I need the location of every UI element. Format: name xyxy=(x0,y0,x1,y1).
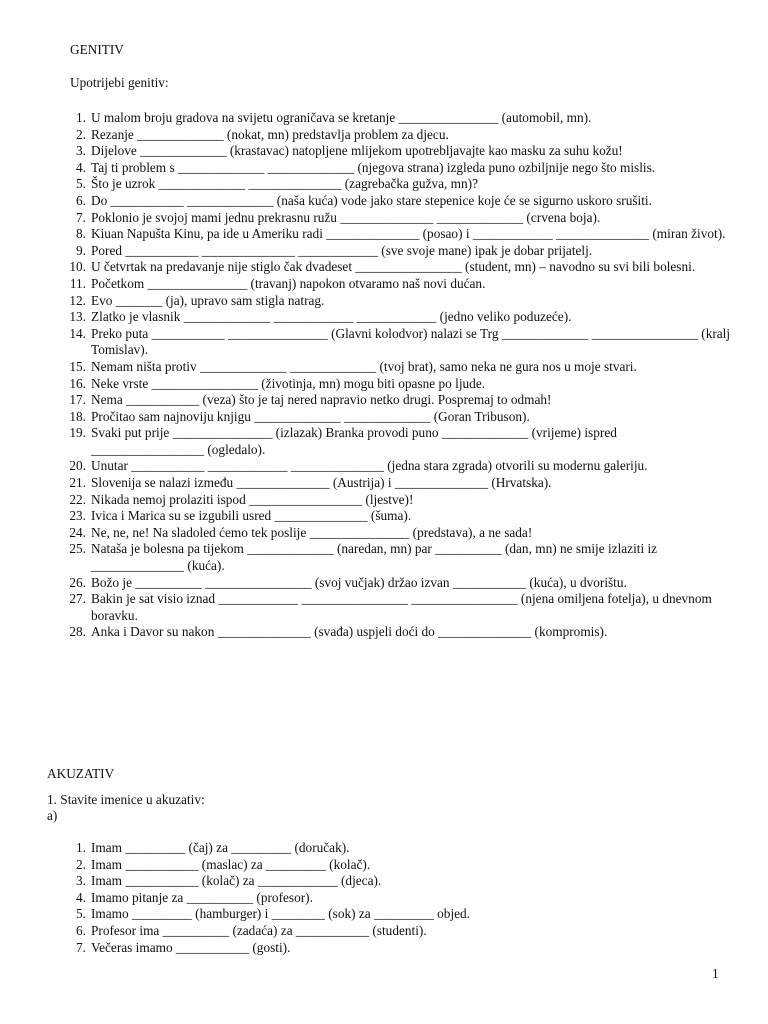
item-number: 25. xyxy=(69,541,86,557)
item-number: 4. xyxy=(76,889,86,905)
genitiv-item xyxy=(52,127,732,144)
item-text: Imam _________ (čaj) za _________ (doručak). xyxy=(91,840,350,855)
page-number: 1 xyxy=(712,966,719,981)
genitiv-item xyxy=(52,458,732,475)
genitiv-item xyxy=(52,575,732,592)
item-number: 18. xyxy=(69,408,86,424)
akuzativ-item xyxy=(52,857,732,874)
item-number: 10. xyxy=(69,259,86,275)
item-number: 22. xyxy=(69,491,86,507)
item-text: Imam ___________ (maslac) za _________ (kolač). xyxy=(91,856,371,872)
item-text: Večeras imamo ___________ (gosti). xyxy=(91,939,291,955)
item-number: 17. xyxy=(69,392,86,408)
item-number: 2. xyxy=(76,126,86,142)
akuzativ-item xyxy=(52,940,732,957)
item-number: 2. xyxy=(76,856,86,872)
akuzativ-item xyxy=(52,873,732,890)
genitiv-item xyxy=(52,591,732,624)
genitiv-item xyxy=(52,326,732,359)
genitiv-item xyxy=(52,425,732,458)
item-number: 1. xyxy=(76,110,86,125)
item-number: 5. xyxy=(76,906,86,922)
genitiv-item xyxy=(52,409,732,426)
item-text: Što je uzrok _____________ ______________ (zagrebačka gužva, mn)? xyxy=(91,176,478,192)
item-number: 26. xyxy=(69,574,86,590)
item-text: Početkom _______________ (travanj) napokon otvaramo naš novi dućan. xyxy=(91,275,486,291)
item-text: Anka i Davor su nakon ______________ (svađa) uspjeli doći do ______________ (kompromis). xyxy=(91,624,608,640)
item-text: Do ___________ _____________ (naša kuća) vode jako stare stepenice koje će se sigurno uskoro srušiti. xyxy=(91,192,652,208)
item-number: 20. xyxy=(69,458,86,474)
genitiv-item xyxy=(52,293,732,310)
item-text: Nemam ništa protiv _____________ _____________ (tvoj brat), samo neka ne gura nos u moje stvari. xyxy=(91,358,637,374)
item-number: 5. xyxy=(76,176,86,192)
item-number: 11. xyxy=(69,275,86,291)
item-text: Dijelove _____________ (krastavac) natopljene mlijekom upotrebljavajte kao masku za suhu kožu! xyxy=(91,143,623,159)
genitiv-item xyxy=(52,276,732,293)
akuzativ-item xyxy=(52,923,732,940)
item-number: 7. xyxy=(76,939,86,955)
genitiv-item xyxy=(52,143,732,160)
item-number: 9. xyxy=(76,242,86,258)
genitiv-item xyxy=(52,193,732,210)
genitiv-exercise-list xyxy=(52,110,732,641)
item-text: U četvrtak na predavanje nije stiglo čak dvadeset ________________ (student, mn) – navodno su svi bili bolesni. xyxy=(91,259,696,275)
genitiv-item xyxy=(52,624,732,641)
akuzativ-exercise-list xyxy=(52,840,732,956)
item-text: U malom broju gradova na svijetu ograničava se kretanje _______________ (automobil, mn). xyxy=(91,110,592,125)
item-text: Rezanje _____________ (nokat, mn) predstavlja problem za djecu. xyxy=(91,126,449,142)
item-text: Imamo _________ (hamburger) i ________ (sok) za _________ objed. xyxy=(91,906,471,922)
item-text: Evo _______ (ja), upravo sam stigla natrag. xyxy=(91,292,325,308)
item-number: 23. xyxy=(69,508,86,524)
item-text: Unutar ___________ ____________ ______________ (jedna stara zgrada) otvorili su modernu galeriju. xyxy=(91,458,648,474)
item-text: Ivica i Marica su se izgubili usred ______________ (šuma). xyxy=(91,508,412,524)
item-number: 28. xyxy=(69,624,86,640)
akuzativ-item xyxy=(52,906,732,923)
item-number: 6. xyxy=(76,192,86,208)
genitiv-item xyxy=(52,309,732,326)
akuzativ-subsection-label: a) xyxy=(47,808,58,823)
item-number: 21. xyxy=(69,475,86,491)
item-text: Ne, ne, ne! Na sladoled ćemo tek poslije _______________ (predstava), a ne sada! xyxy=(91,524,533,540)
genitiv-item xyxy=(52,243,732,260)
item-number: 24. xyxy=(69,524,86,540)
item-number: 14. xyxy=(69,325,86,341)
item-number: 16. xyxy=(69,375,86,391)
item-number: 4. xyxy=(76,159,86,175)
akuzativ-item xyxy=(52,840,732,857)
akuzativ-heading: AKUZATIV xyxy=(47,766,115,781)
item-text: Pored ___________ ______________ ____________ (sve svoje mane) ipak je dobar prijatelj. xyxy=(91,242,593,258)
item-number: 12. xyxy=(69,292,86,308)
genitiv-item xyxy=(52,541,732,574)
genitiv-instruction: Upotrijebi genitiv: xyxy=(70,75,169,90)
item-text: Kiuan Napušta Kinu, pa ide u Ameriku radi ______________ (posao) i ____________ ______________ (miran život). xyxy=(91,226,726,242)
genitiv-item xyxy=(52,259,732,276)
item-number: 3. xyxy=(76,143,86,159)
genitiv-item xyxy=(52,508,732,525)
item-text: Slovenija se nalazi između ______________ (Austrija) i ______________ (Hrvatska). xyxy=(91,475,552,491)
genitiv-item xyxy=(52,110,732,127)
item-text: Taj ti problem s _____________ _____________ (njegova strana) izgleda puno ozbiljnije nego što mislis. xyxy=(91,159,656,175)
genitiv-item xyxy=(52,475,732,492)
akuzativ-item xyxy=(52,890,732,907)
genitiv-item xyxy=(52,392,732,409)
item-text: Bakin je sat visio iznad ____________ ________________ ________________ (njena omiljena fotelja), u dnevnom boravku. xyxy=(91,591,712,623)
item-text: Imam ___________ (kolač) za ____________ (djeca). xyxy=(91,873,382,889)
item-number: 27. xyxy=(69,591,86,607)
item-number: 7. xyxy=(76,209,86,225)
genitiv-item xyxy=(52,176,732,193)
item-text: Pročitao sam najnoviju knjigu _____________ _____________ (Goran Tribuson). xyxy=(91,408,530,424)
item-text: Imamo pitanje za __________ (profesor). xyxy=(91,889,313,905)
item-text: Preko puta ___________ _______________ (Glavni kolodvor) nalazi se Trg _____________ ________________ (kralj Tomislav). xyxy=(91,325,731,358)
item-text: Zlatko je vlasnik _____________ ____________ ____________ (jedno veliko poduzeće). xyxy=(91,309,572,325)
item-text: Nikada nemoj prolaziti ispod _________________ (ljestve)! xyxy=(91,491,414,507)
item-text: Poklonio je svojoj mami jednu prekrasnu ružu ______________ _____________ (crvena boja). xyxy=(91,209,601,225)
genitiv-item xyxy=(52,226,732,243)
genitiv-item xyxy=(52,359,732,376)
item-number: 13. xyxy=(69,309,86,325)
item-number: 15. xyxy=(69,358,86,374)
item-text: Božo je __________ ________________ (svoj vučjak) držao izvan ___________ (kuća), u dvorištu. xyxy=(91,574,627,590)
genitiv-item xyxy=(52,160,732,177)
item-number: 1. xyxy=(76,840,86,855)
akuzativ-task: 1. Stavite imenice u akuzativ: xyxy=(47,792,205,807)
item-number: 6. xyxy=(76,922,86,938)
item-text: Nataša je bolesna pa tijekom _____________ (naredan, mn) par __________ (dan, mn) ne smije izlaziti iz ______________ (kuća). xyxy=(91,541,658,574)
item-text: Nema ___________ (veza) što je taj nered napravio netko drugi. Pospremaj to odmah! xyxy=(91,392,552,408)
item-text: Svaki put prije _______________ (izlazak) Branka provodi puno _____________ (vrijeme) ispred _________________ (ogledalo). xyxy=(91,425,617,457)
item-number: 8. xyxy=(76,226,86,242)
genitiv-item xyxy=(52,492,732,509)
genitiv-item xyxy=(52,525,732,542)
genitiv-heading: GENITIV xyxy=(70,42,124,57)
item-number: 19. xyxy=(69,425,86,441)
item-text: Profesor ima __________ (zadaća) za ___________ (studenti). xyxy=(91,922,427,938)
genitiv-item xyxy=(52,210,732,227)
genitiv-item xyxy=(52,376,732,393)
item-number: 3. xyxy=(76,873,86,889)
item-text: Neke vrste ________________ (životinja, mn) mogu biti opasne po ljude. xyxy=(91,375,486,391)
